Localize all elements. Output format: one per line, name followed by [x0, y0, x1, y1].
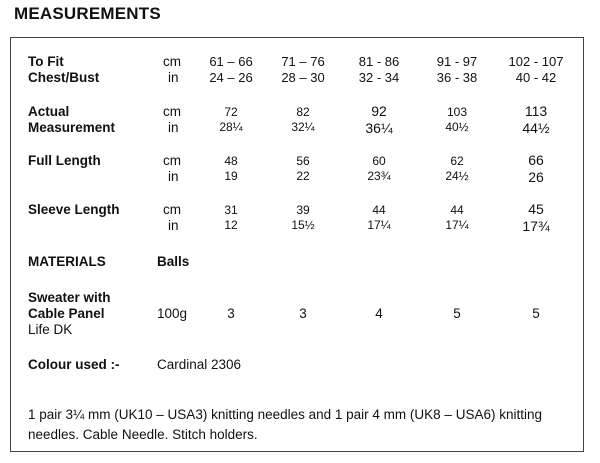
measurements-table [10, 37, 584, 452]
value-cell: 22 [296, 169, 310, 183]
value-cell: 92 [371, 103, 387, 119]
row-label-actual: Actual [28, 104, 70, 119]
value-cell: 17¼ [445, 218, 469, 232]
value-cell: 26 [528, 169, 544, 185]
ball-weight: 100g [157, 306, 188, 321]
value-cell: 24 – 26 [209, 70, 253, 85]
colour-value: Cardinal 2306 [157, 357, 242, 372]
colour-label: Colour used :- [28, 357, 120, 372]
balls-heading: Balls [157, 254, 190, 269]
value-cell: 28 – 30 [281, 70, 325, 85]
ball-count: 3 [227, 306, 235, 321]
value-cell: 12 [224, 218, 238, 232]
value-cell: 36 - 38 [436, 70, 478, 85]
ball-count: 5 [532, 306, 540, 321]
row-label-to-fit: To Fit [28, 54, 64, 69]
unit-cm: cm [163, 153, 181, 168]
unit-cm: cm [163, 104, 181, 119]
value-cell: 19 [224, 169, 238, 183]
value-cell: 61 – 66 [209, 54, 253, 69]
value-cell: 44 [450, 203, 464, 217]
value-cell: 17¼ [367, 218, 391, 232]
unit-in: in [168, 169, 179, 184]
row-label-full-length: Full Length [28, 153, 101, 168]
value-cell: 40 - 42 [515, 70, 557, 85]
unit-cm: cm [163, 54, 181, 69]
value-cell: 32¼ [291, 120, 315, 134]
value-cell: 24½ [445, 169, 469, 183]
value-cell: 44½ [522, 120, 550, 136]
materials-heading: MATERIALS [28, 254, 106, 269]
row-label-sleeve-length: Sleeve Length [28, 202, 120, 217]
value-cell: 82 [296, 105, 310, 119]
value-cell: 40½ [445, 120, 469, 134]
unit-in: in [168, 120, 179, 135]
ball-count: 4 [375, 306, 383, 321]
value-cell: 91 - 97 [436, 54, 478, 69]
value-cell: 71 – 76 [281, 54, 325, 69]
value-cell: 102 - 107 [508, 54, 564, 69]
value-cell: 81 - 86 [358, 54, 400, 69]
row-label-chest-bust: Chest/Bust [28, 70, 100, 85]
value-cell: 60 [372, 154, 386, 168]
ball-count: 3 [299, 306, 307, 321]
row-label-measurement: Measurement [28, 120, 116, 135]
unit-cm: cm [163, 202, 181, 217]
yarn-label-line1: Sweater with [28, 290, 111, 305]
value-cell: 28¼ [219, 120, 243, 134]
value-cell: 23¾ [367, 169, 391, 183]
value-cell: 17¾ [522, 218, 550, 234]
yarn-label-line2: Cable Panel [28, 306, 105, 321]
value-cell: 31 [224, 203, 238, 217]
value-cell: 44 [372, 203, 386, 217]
page-title: MEASUREMENTS [14, 4, 161, 23]
value-cell: 45 [528, 201, 544, 217]
value-cell: 56 [296, 154, 310, 168]
value-cell: 39 [296, 203, 310, 217]
value-cell: 72 [224, 105, 238, 119]
value-cell: 15½ [291, 218, 315, 232]
value-cell: 66 [528, 152, 544, 168]
value-cell: 62 [450, 154, 464, 168]
unit-in: in [168, 70, 179, 85]
ball-count: 5 [453, 306, 461, 321]
unit-in: in [168, 218, 179, 233]
value-cell: 32 - 34 [358, 70, 400, 85]
yarn-name: Life DK [28, 322, 73, 337]
value-cell: 48 [224, 154, 238, 168]
value-cell: 36¼ [365, 120, 393, 136]
needles-note: 1 pair 3¼ mm (UK10 – USA3) knitting needles and 1 pair 4 mm (UK8 – USA6) knitting needles. Cable Needle. Stitch holders. [28, 407, 542, 442]
value-cell: 103 [446, 105, 468, 119]
value-cell: 113 [524, 103, 548, 119]
